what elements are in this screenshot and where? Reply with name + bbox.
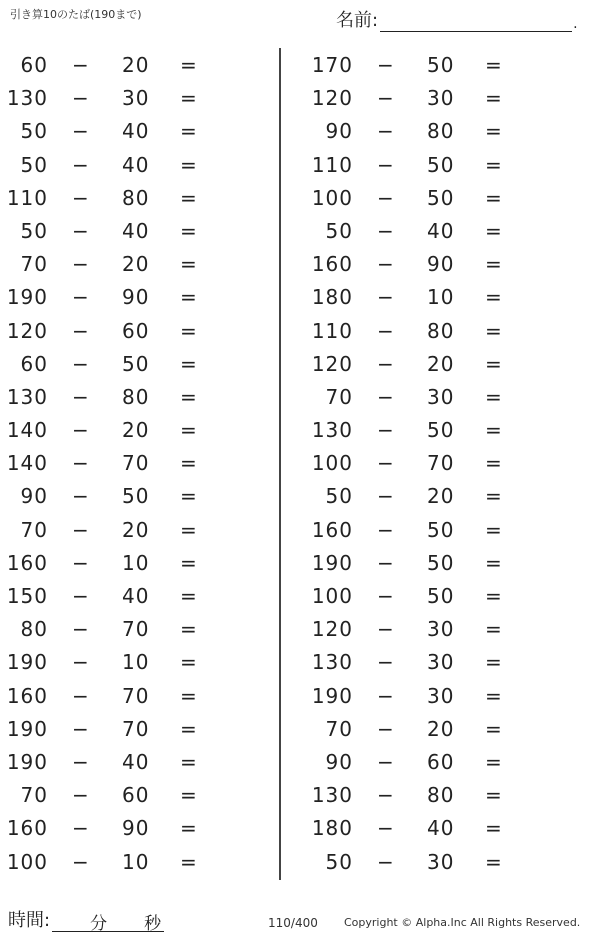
equals-sign: = [180,783,198,808]
minuend: 50 [325,484,353,509]
equals-sign: = [485,318,503,343]
minuend: 130 [311,650,353,675]
equals-sign: = [180,617,198,642]
minuend: 170 [311,53,353,77]
subtrahend: 30 [427,849,455,874]
equals-sign: = [485,716,503,741]
subtrahend: 80 [427,318,455,343]
equals-sign: = [180,252,198,277]
equals-sign: = [485,451,503,476]
minus-sign: − [72,550,90,575]
equals-sign: = [485,749,503,774]
minuend: 190 [6,650,48,675]
minus-sign: − [377,185,395,210]
minus-sign: − [377,584,395,608]
page-counter: 110/400 [268,916,318,930]
equals-sign: = [180,119,198,144]
minus-sign: − [72,152,90,177]
minuend: 110 [311,152,353,177]
minuend: 160 [6,683,48,708]
minuend: 160 [6,550,48,575]
minus-sign: − [377,418,395,443]
subtrahend: 20 [427,716,455,741]
equals-sign: = [485,185,503,210]
minuend: 140 [6,451,48,476]
subtrahend: 70 [427,451,455,476]
equals-sign: = [180,749,198,774]
minuend: 70 [325,716,353,741]
subtrahend: 10 [122,550,150,575]
minus-sign: − [72,119,90,144]
minuend: 70 [20,517,48,542]
minuend: 190 [311,550,353,575]
equals-sign: = [180,550,198,575]
equals-sign: = [485,849,503,874]
minuend: 70 [20,783,48,808]
subtrahend: 30 [427,683,455,708]
subtrahend: 80 [122,384,150,409]
subtrahend: 50 [122,351,150,376]
subtrahend: 90 [122,285,150,310]
minus-sign: − [72,783,90,808]
minus-sign: − [377,451,395,476]
minuend: 160 [311,517,353,542]
subtrahend: 20 [122,252,150,277]
subtrahend: 60 [122,318,150,343]
minus-sign: − [72,849,90,874]
equals-sign: = [180,53,198,77]
minuend: 180 [311,816,353,841]
minus-sign: − [377,252,395,277]
equals-sign: = [485,550,503,575]
minuend: 130 [311,783,353,808]
minuend: 70 [325,384,353,409]
subtrahend: 50 [427,418,455,443]
equals-sign: = [485,218,503,243]
minuend: 80 [20,617,48,642]
minus-sign: − [377,152,395,177]
minus-sign: − [377,716,395,741]
minus-sign: − [377,749,395,774]
subtrahend: 40 [122,119,150,144]
minus-sign: − [377,816,395,841]
minus-sign: − [72,517,90,542]
minus-sign: − [72,650,90,675]
equals-sign: = [485,617,503,642]
equals-sign: = [180,816,198,841]
equals-sign: = [180,683,198,708]
subtrahend: 80 [427,783,455,808]
subtrahend: 30 [427,617,455,642]
subtrahend: 50 [427,185,455,210]
minuend: 130 [311,418,353,443]
minus-sign: − [72,484,90,509]
equals-sign: = [485,53,503,77]
minus-sign: − [72,218,90,243]
minus-sign: − [72,384,90,409]
minuend: 50 [20,152,48,177]
time-blank-line[interactable] [52,909,164,932]
minuend: 160 [311,252,353,277]
subtrahend: 70 [122,451,150,476]
equals-sign: = [180,451,198,476]
seconds-label: 秒 [144,914,162,934]
subtrahend: 40 [122,584,150,608]
subtrahend: 80 [427,119,455,144]
minuend: 120 [311,86,353,111]
subtrahend: 90 [122,816,150,841]
name-label: 名前: [336,10,379,31]
minus-sign: − [377,53,395,77]
equals-sign: = [485,517,503,542]
minus-sign: − [377,783,395,808]
equals-sign: = [485,252,503,277]
minus-sign: − [377,318,395,343]
equals-sign: = [180,418,198,443]
equals-sign: = [485,816,503,841]
subtrahend: 30 [427,384,455,409]
minuend: 130 [6,384,48,409]
minuend: 50 [325,218,353,243]
subtrahend: 60 [122,783,150,808]
equals-sign: = [485,783,503,808]
minuend: 110 [6,185,48,210]
minus-sign: − [377,86,395,111]
subtrahend: 20 [427,351,455,376]
equals-sign: = [485,584,503,608]
subtrahend: 50 [427,584,455,608]
equals-sign: = [180,484,198,509]
name-dot: . [573,16,578,32]
subtrahend: 60 [427,749,455,774]
subtrahend: 50 [427,53,455,77]
subtrahend: 30 [427,86,455,111]
name-field [336,6,578,32]
minus-sign: − [72,252,90,277]
equals-sign: = [485,384,503,409]
minuend: 100 [311,185,353,210]
minus-sign: − [72,351,90,376]
equals-sign: = [485,152,503,177]
subtrahend: 50 [427,550,455,575]
equals-sign: = [485,119,503,144]
subtrahend: 50 [427,517,455,542]
equals-sign: = [485,418,503,443]
minus-sign: − [72,683,90,708]
minus-sign: − [377,384,395,409]
minus-sign: − [377,517,395,542]
minus-sign: − [377,683,395,708]
minuend: 140 [6,418,48,443]
minuend: 160 [6,816,48,841]
subtrahend: 50 [122,484,150,509]
minus-sign: − [72,285,90,310]
equals-sign: = [180,716,198,741]
subtrahend: 40 [427,816,455,841]
subtrahend: 30 [427,650,455,675]
subtrahend: 40 [122,749,150,774]
equals-sign: = [180,318,198,343]
minuend: 120 [6,318,48,343]
minus-sign: − [72,185,90,210]
equals-sign: = [180,185,198,210]
equals-sign: = [180,384,198,409]
subtrahend: 40 [427,218,455,243]
minus-sign: − [377,218,395,243]
equals-sign: = [180,351,198,376]
time-field [8,906,164,932]
minus-sign: − [72,584,90,608]
subtrahend: 90 [427,252,455,277]
subtrahend: 20 [122,418,150,443]
equals-sign: = [485,484,503,509]
minuend: 70 [20,252,48,277]
minus-sign: − [72,86,90,111]
equals-sign: = [485,86,503,111]
minus-sign: − [377,849,395,874]
subtrahend: 40 [122,152,150,177]
minuend: 100 [311,584,353,608]
subtrahend: 40 [122,218,150,243]
subtrahend: 10 [122,650,150,675]
minuend: 120 [311,351,353,376]
minuend: 90 [20,484,48,509]
minuend: 50 [20,218,48,243]
time-label: 時間: [8,910,51,931]
equals-sign: = [485,351,503,376]
minus-sign: − [72,617,90,642]
equals-sign: = [485,650,503,675]
subtrahend: 50 [427,152,455,177]
equals-sign: = [180,517,198,542]
equals-sign: = [180,218,198,243]
subtrahend: 30 [122,86,150,111]
minuend: 60 [20,53,48,77]
equals-sign: = [485,683,503,708]
minuend: 130 [6,86,48,111]
subtrahend: 80 [122,185,150,210]
worksheet-title: 引き算10のたば(190まで) [10,8,142,21]
minuend: 150 [6,584,48,608]
subtrahend: 10 [122,849,150,874]
equals-sign: = [180,650,198,675]
minus-sign: − [72,716,90,741]
subtrahend: 20 [122,53,150,77]
minuend: 100 [311,451,353,476]
minus-sign: − [377,351,395,376]
minus-sign: − [377,550,395,575]
subtrahend: 70 [122,716,150,741]
name-blank-line[interactable] [380,11,572,32]
equals-sign: = [485,285,503,310]
minutes-label: 分 [90,914,108,934]
minuend: 110 [311,318,353,343]
minus-sign: − [72,749,90,774]
equals-sign: = [180,86,198,111]
equals-sign: = [180,285,198,310]
minus-sign: − [377,650,395,675]
minuend: 190 [6,716,48,741]
minus-sign: − [72,418,90,443]
subtrahend: 70 [122,683,150,708]
minus-sign: − [72,53,90,77]
minus-sign: − [377,285,395,310]
minuend: 60 [20,351,48,376]
minuend: 120 [311,617,353,642]
subtrahend: 70 [122,617,150,642]
equals-sign: = [180,152,198,177]
equals-sign: = [180,584,198,608]
minuend: 50 [325,849,353,874]
minuend: 190 [6,285,48,310]
column-divider [279,48,281,880]
minuend: 180 [311,285,353,310]
minus-sign: − [377,484,395,509]
subtrahend: 10 [427,285,455,310]
minuend: 90 [325,119,353,144]
minuend: 190 [311,683,353,708]
minuend: 190 [6,749,48,774]
minus-sign: − [72,318,90,343]
minuend: 100 [6,849,48,874]
minus-sign: − [377,119,395,144]
subtrahend: 20 [427,484,455,509]
minus-sign: − [72,816,90,841]
copyright-text: Copyright © Alpha.Inc All Rights Reserved. [344,916,581,929]
subtrahend: 20 [122,517,150,542]
minus-sign: − [72,451,90,476]
minuend: 50 [20,119,48,144]
equals-sign: = [180,849,198,874]
minuend: 90 [325,749,353,774]
minus-sign: − [377,617,395,642]
